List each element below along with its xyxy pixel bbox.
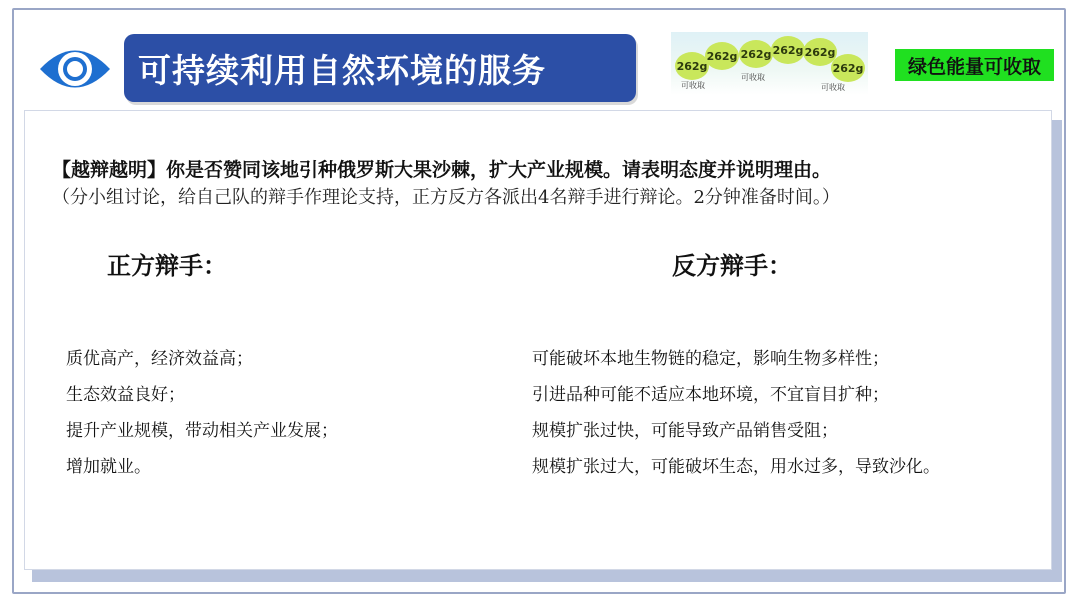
eye-icon bbox=[38, 38, 112, 100]
list-item: 引进品种可能不适应本地环境，不宜盲目扩种； bbox=[532, 385, 889, 405]
thumbnail-caption: 可收取 bbox=[741, 73, 765, 82]
debate-instructions: （分小组讨论，给自己队的辩手作理论支持，正方反方各派出4名辩手进行辩论。2分钟准备时间。） bbox=[52, 187, 840, 208]
title-banner bbox=[124, 34, 636, 102]
list-item: 规模扩张过快，可能导致产品销售受阻； bbox=[532, 421, 838, 441]
list-item: 增加就业。 bbox=[66, 457, 151, 477]
energy-badge: 绿色能量可收取 bbox=[895, 49, 1054, 81]
list-item: 提升产业规模，带动相关产业发展； bbox=[66, 421, 338, 441]
negative-points bbox=[532, 341, 940, 485]
affirmative-points bbox=[66, 341, 338, 485]
affirmative-heading: 正方辩手： bbox=[107, 252, 227, 280]
energy-bubble: 262g bbox=[771, 36, 805, 64]
energy-bubble: 262g bbox=[831, 54, 865, 82]
energy-bubble: 262g bbox=[739, 40, 773, 68]
energy-bubble: 262g bbox=[675, 52, 709, 80]
energy-bubble: 262g bbox=[705, 42, 739, 70]
energy-bubble: 262g bbox=[803, 38, 837, 66]
page-title: 可持续利用自然环境的服务 bbox=[138, 50, 546, 90]
list-item: 可能破坏本地生物链的稳定，影响生物多样性； bbox=[532, 349, 889, 369]
negative-heading: 反方辩手： bbox=[672, 252, 792, 280]
list-item: 质优高产，经济效益高； bbox=[66, 349, 253, 369]
list-item: 规模扩张过大，可能破坏生态，用水过多，导致沙化。 bbox=[532, 457, 940, 477]
thumbnail-caption: 可收取 bbox=[681, 81, 705, 90]
debate-question: 【越辩越明】你是否赞同该地引种俄罗斯大果沙棘，扩大产业规模。请表明态度并说明理由。 bbox=[52, 159, 832, 181]
thumbnail-caption: 可收取 bbox=[821, 83, 845, 92]
list-item: 生态效益良好； bbox=[66, 385, 185, 405]
energy-thumbnail bbox=[671, 32, 868, 95]
